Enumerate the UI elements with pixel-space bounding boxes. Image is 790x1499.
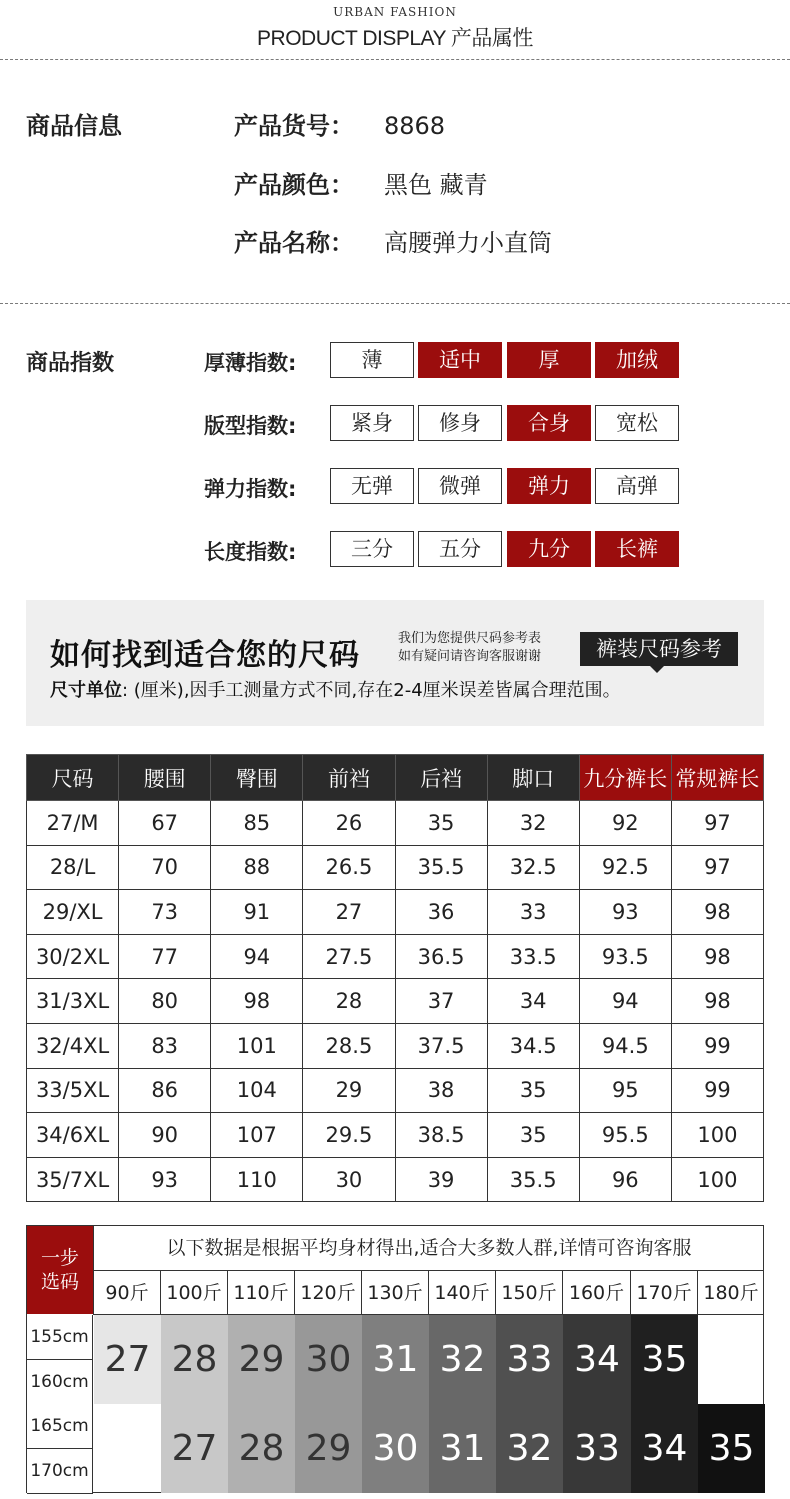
- table-cell: 33/5XL: [27, 1068, 119, 1113]
- table-cell: 85: [211, 801, 303, 846]
- weight-header: 110斤: [227, 1271, 294, 1315]
- weight-header: 120斤: [294, 1271, 361, 1315]
- index-row: [0, 468, 790, 504]
- table-cell: 35: [395, 801, 487, 846]
- table-cell: 86: [119, 1068, 211, 1113]
- table-cell: 96: [579, 1157, 671, 1202]
- height-label: 165cm: [27, 1404, 93, 1449]
- index-option: 紧身: [330, 405, 414, 441]
- header-title: PRODUCT DISPLAY 产品属性: [257, 27, 533, 50]
- table-cell: 94: [579, 979, 671, 1024]
- size-cell: 27: [161, 1404, 228, 1493]
- table-row: [27, 1157, 764, 1202]
- index-option: 厚: [507, 342, 591, 378]
- page-header: [0, 0, 790, 60]
- size-guide-title: 如何找到适合您的尺码: [50, 638, 360, 673]
- table-cell: 32/4XL: [27, 1023, 119, 1068]
- size-table-header-cell: 前裆: [303, 755, 395, 801]
- quick-select-note: 以下数据是根据平均身材得出,适合大多数人群,详情可咨询客服: [93, 1226, 764, 1271]
- table-cell: 32: [487, 801, 579, 846]
- product-index-title: 商品指数: [26, 351, 115, 376]
- info-value: 黑色 藏青: [384, 171, 488, 199]
- table-cell: 28.5: [303, 1023, 395, 1068]
- table-cell: 33.5: [487, 934, 579, 979]
- table-cell: 100: [671, 1113, 763, 1158]
- table-cell: 94.5: [579, 1023, 671, 1068]
- table-cell: 29: [303, 1068, 395, 1113]
- table-cell: 98: [671, 979, 763, 1024]
- size-cell: 32: [496, 1404, 563, 1493]
- size-cell: 31: [362, 1315, 429, 1404]
- table-cell: 26: [303, 801, 395, 846]
- index-option: 长裤: [595, 531, 679, 567]
- tag-label: 裤装尺码参考: [596, 637, 722, 661]
- table-cell: 83: [119, 1023, 211, 1068]
- table-cell: 92: [579, 801, 671, 846]
- table-cell: 80: [119, 979, 211, 1024]
- size-table-header-cell: 臀围: [211, 755, 303, 801]
- table-cell: 37: [395, 979, 487, 1024]
- table-cell: 93: [579, 890, 671, 935]
- weight-header: 130斤: [361, 1271, 428, 1315]
- quick-size-chart: [26, 1225, 764, 1493]
- weight-header: 90斤: [93, 1271, 160, 1315]
- info-label: 产品颜色：: [234, 171, 354, 199]
- size-cell: 33: [563, 1404, 631, 1493]
- weight-header: 140斤: [428, 1271, 495, 1315]
- table-cell: 90: [119, 1113, 211, 1158]
- table-cell: 93: [119, 1157, 211, 1202]
- table-cell: 97: [671, 801, 763, 846]
- table-cell: 38.5: [395, 1113, 487, 1158]
- index-option: 三分: [330, 531, 414, 567]
- table-cell: 29.5: [303, 1113, 395, 1158]
- info-row-color: [234, 165, 488, 199]
- table-cell: 88: [211, 845, 303, 890]
- weight-header: 150斤: [495, 1271, 562, 1315]
- index-option: 弹力: [507, 468, 591, 504]
- height-label: 160cm: [27, 1360, 93, 1405]
- index-label: 弹力指数:: [204, 477, 297, 501]
- table-cell: 34/6XL: [27, 1113, 119, 1158]
- size-cell: 34: [563, 1315, 631, 1404]
- size-cell: 28: [228, 1404, 295, 1493]
- index-option: 九分: [507, 531, 591, 567]
- table-row: [27, 1068, 764, 1113]
- table-cell: 77: [119, 934, 211, 979]
- table-row: [27, 801, 764, 846]
- table-cell: 37.5: [395, 1023, 487, 1068]
- index-row: [0, 531, 790, 567]
- size-unit-note: [50, 676, 621, 702]
- index-option: 修身: [418, 405, 502, 441]
- size-guide-note: [398, 630, 541, 666]
- divider: [0, 303, 790, 304]
- size-cell: 29: [295, 1404, 362, 1493]
- divider: [0, 59, 790, 60]
- table-cell: 99: [671, 1068, 763, 1113]
- info-label: 产品货号：: [234, 112, 354, 140]
- table-cell: 97: [671, 845, 763, 890]
- index-option: 适中: [418, 342, 502, 378]
- size-cell: 30: [295, 1315, 362, 1404]
- table-cell: 95.5: [579, 1113, 671, 1158]
- table-cell: 70: [119, 845, 211, 890]
- size-cell: 29: [228, 1315, 295, 1404]
- table-cell: 91: [211, 890, 303, 935]
- index-option: 无弹: [330, 468, 414, 504]
- index-label: 长度指数:: [204, 540, 297, 564]
- size-cell: 35: [698, 1404, 765, 1493]
- info-row-name: [234, 223, 552, 257]
- badge-line: 一步: [40, 1247, 79, 1269]
- table-cell: 32.5: [487, 845, 579, 890]
- table-cell: 28: [303, 979, 395, 1024]
- size-table: [26, 754, 764, 1202]
- table-row: [27, 979, 764, 1024]
- size-cell: 34: [631, 1404, 698, 1493]
- header-subtitle: URBAN FASHION: [333, 5, 457, 19]
- size-table-header-cell: 后裆: [395, 755, 487, 801]
- size-table-header: [27, 755, 764, 801]
- table-cell: 100: [671, 1157, 763, 1202]
- table-cell: 35.5: [395, 845, 487, 890]
- size-cell: 28: [161, 1315, 228, 1404]
- table-cell: 98: [671, 934, 763, 979]
- index-option: 宽松: [595, 405, 679, 441]
- table-cell: 92.5: [579, 845, 671, 890]
- size-cell: 27: [94, 1315, 161, 1404]
- table-cell: 34: [487, 979, 579, 1024]
- table-row: [27, 845, 764, 890]
- size-table-header-cell: 脚口: [487, 755, 579, 801]
- size-cell: 32: [429, 1315, 496, 1404]
- weight-header: 100斤: [160, 1271, 227, 1315]
- table-cell: 27: [303, 890, 395, 935]
- table-cell: 35: [487, 1113, 579, 1158]
- info-row-sku: [234, 106, 445, 140]
- size-cell: 33: [496, 1315, 563, 1404]
- table-cell: 107: [211, 1113, 303, 1158]
- info-value: 8868: [384, 112, 446, 140]
- unit-text: : (厘米),因手工测量方式不同,存在2-4厘米误差皆属合理范围。: [122, 680, 621, 701]
- size-table-header-cell: 腰围: [119, 755, 211, 801]
- tag-pointer-icon: [650, 666, 664, 673]
- table-cell: 104: [211, 1068, 303, 1113]
- table-cell: 33: [487, 890, 579, 935]
- index-label: 版型指数:: [204, 414, 297, 438]
- index-option: 五分: [418, 531, 502, 567]
- table-cell: 67: [119, 801, 211, 846]
- size-table-header-cell: 九分裤长: [579, 755, 671, 801]
- table-row: [27, 1113, 764, 1158]
- table-cell: 29/XL: [27, 890, 119, 935]
- table-cell: 98: [671, 890, 763, 935]
- table-cell: 94: [211, 934, 303, 979]
- size-cell: 31: [429, 1404, 496, 1493]
- index-option: 薄: [330, 342, 414, 378]
- note-line: 我们为您提供尺码参考表: [398, 631, 542, 646]
- weight-header: 180斤: [697, 1271, 764, 1315]
- index-label: 厚薄指数:: [204, 351, 297, 375]
- table-cell: 30: [303, 1157, 395, 1202]
- table-cell: 30/2XL: [27, 934, 119, 979]
- size-table-body: [27, 801, 764, 1202]
- index-row: [0, 405, 790, 441]
- table-cell: 31/3XL: [27, 979, 119, 1024]
- index-option: 加绒: [595, 342, 679, 378]
- table-cell: 35/7XL: [27, 1157, 119, 1202]
- table-cell: 110: [211, 1157, 303, 1202]
- info-value: 高腰弹力小直筒: [384, 229, 552, 257]
- size-cell: 30: [362, 1404, 429, 1493]
- table-cell: 36: [395, 890, 487, 935]
- table-cell: 27/M: [27, 801, 119, 846]
- table-cell: 93.5: [579, 934, 671, 979]
- table-cell: 39: [395, 1157, 487, 1202]
- size-table-header-cell: 常规裤长: [671, 755, 763, 801]
- weight-header: 160斤: [562, 1271, 630, 1315]
- size-guide-banner: [26, 600, 764, 726]
- table-cell: 35: [487, 1068, 579, 1113]
- size-table-header-cell: 尺码: [27, 755, 119, 801]
- pants-size-tag: [580, 632, 738, 666]
- table-cell: 28/L: [27, 845, 119, 890]
- table-cell: 99: [671, 1023, 763, 1068]
- quick-select-badge: [27, 1226, 93, 1314]
- table-cell: 26.5: [303, 845, 395, 890]
- table-row: [27, 934, 764, 979]
- table-cell: 35.5: [487, 1157, 579, 1202]
- height-label: 155cm: [27, 1315, 93, 1360]
- table-cell: 98: [211, 979, 303, 1024]
- size-cell: 35: [631, 1315, 698, 1404]
- index-option: 微弹: [418, 468, 502, 504]
- table-row: [27, 1023, 764, 1068]
- product-info-title: 商品信息: [26, 112, 122, 140]
- info-label: 产品名称：: [234, 229, 354, 257]
- height-label: 170cm: [27, 1449, 93, 1494]
- table-cell: 95: [579, 1068, 671, 1113]
- weight-header: 170斤: [630, 1271, 697, 1315]
- index-option: 高弹: [595, 468, 679, 504]
- index-row: [0, 342, 790, 378]
- note-line: 如有疑问请咨询客服谢谢: [398, 649, 542, 664]
- table-cell: 34.5: [487, 1023, 579, 1068]
- table-cell: 101: [211, 1023, 303, 1068]
- table-row: [27, 890, 764, 935]
- table-cell: 73: [119, 890, 211, 935]
- index-option: 合身: [507, 405, 591, 441]
- table-cell: 38: [395, 1068, 487, 1113]
- unit-label: 尺寸单位: [50, 680, 122, 701]
- badge-line: 选码: [40, 1271, 79, 1293]
- table-cell: 36.5: [395, 934, 487, 979]
- table-cell: 27.5: [303, 934, 395, 979]
